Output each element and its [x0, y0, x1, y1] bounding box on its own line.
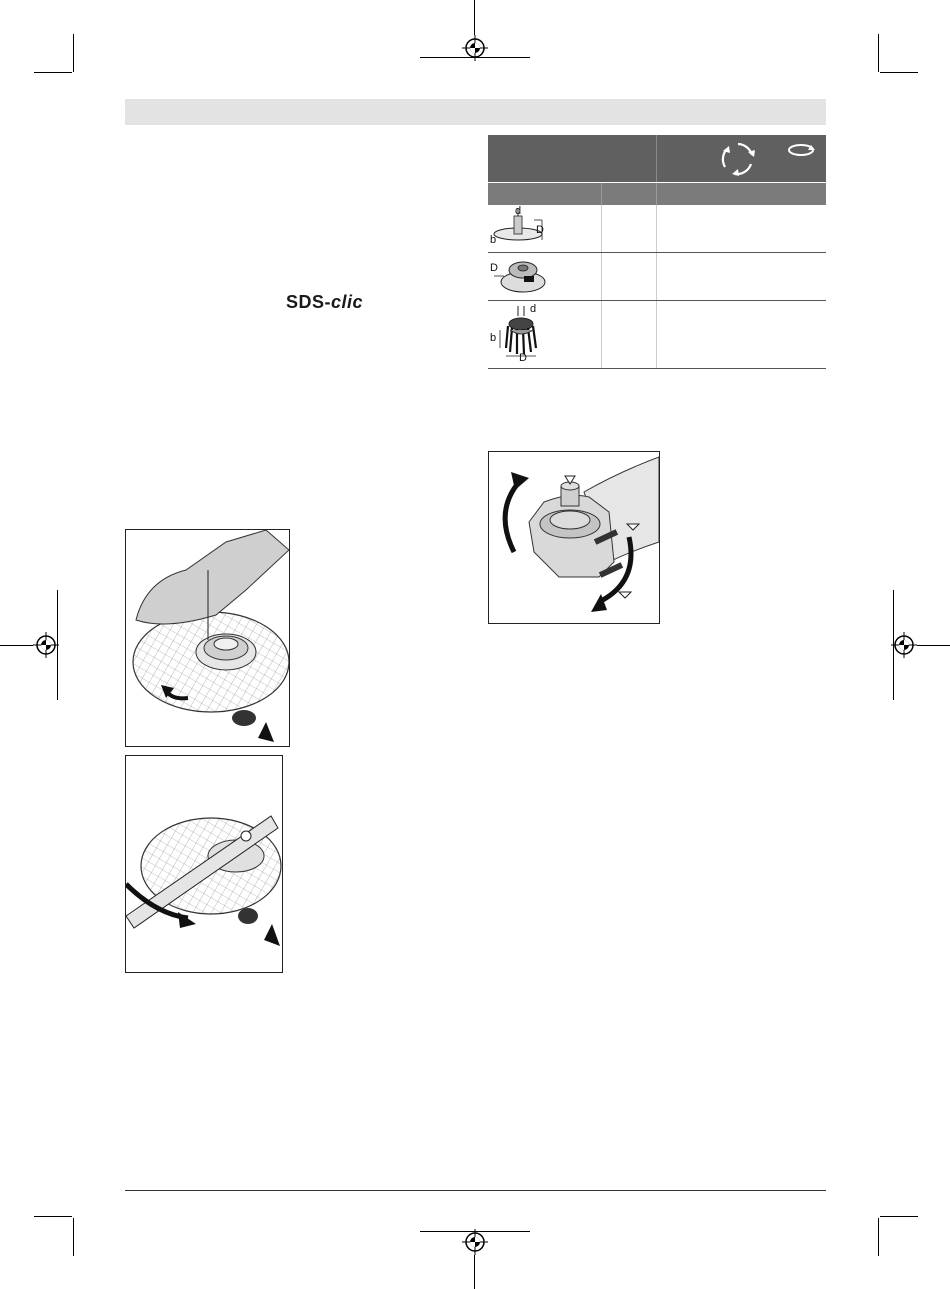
dim-label-D: D — [519, 352, 527, 364]
registration-target-icon — [462, 1229, 488, 1255]
guard-adjustment-figure — [488, 451, 660, 624]
registration-line-left — [0, 645, 33, 646]
registration-line-top — [474, 0, 475, 35]
sanding-plate-diagram-icon — [488, 254, 548, 298]
logo-suffix: clic — [331, 292, 364, 312]
sds-clic-logo — [286, 292, 363, 313]
table-row — [488, 206, 548, 252]
dim-label-D: D — [536, 224, 544, 236]
rotation-arrows-icon — [718, 139, 758, 179]
crop-mark-tl-h — [34, 72, 72, 73]
dim-label-d: d — [515, 205, 522, 217]
crop-mark-br-v — [878, 1218, 879, 1256]
dim-label-D: D — [490, 262, 498, 274]
table-row — [488, 254, 548, 298]
table-row-divider — [488, 368, 826, 369]
registration-line-right-v — [893, 590, 894, 700]
page-header-bar — [125, 99, 826, 125]
quick-clamp-hand-figure — [125, 529, 290, 747]
page-footer-rule — [125, 1190, 826, 1191]
table-row-divider — [488, 300, 826, 301]
row-column-divider — [601, 205, 602, 368]
speed-dial-icon — [786, 141, 816, 159]
logo-prefix: SDS- — [286, 292, 332, 312]
crop-mark-tl-v — [73, 34, 74, 72]
two-pin-spanner-figure — [125, 755, 283, 973]
dim-label-b: b — [490, 332, 497, 344]
crop-mark-tr-h — [880, 72, 918, 73]
dim-label-b: b — [490, 234, 497, 246]
registration-line-bottom-h — [420, 1231, 530, 1232]
hand-tightening-illustration — [126, 530, 289, 746]
table-subheader — [488, 183, 826, 205]
registration-line-left-v — [57, 590, 58, 700]
crop-mark-bl-h — [34, 1216, 72, 1217]
angle-grinder-head-illustration — [489, 452, 659, 623]
cup-brush-diagram-icon — [488, 302, 548, 366]
crop-mark-br-h — [880, 1216, 918, 1217]
registration-line-right — [917, 645, 950, 646]
table-header — [488, 135, 826, 182]
table-row — [488, 302, 548, 366]
table-row-divider — [488, 252, 826, 253]
spanner-tightening-illustration — [126, 756, 282, 972]
registration-target-icon — [33, 632, 59, 658]
dim-label-d: d — [530, 303, 537, 315]
registration-line-bottom — [474, 1255, 475, 1289]
registration-target-icon — [891, 632, 917, 658]
crop-mark-bl-v — [73, 1218, 74, 1256]
registration-line-top-h — [420, 57, 530, 58]
crop-mark-tr-v — [878, 34, 879, 72]
row-column-divider — [656, 205, 657, 368]
